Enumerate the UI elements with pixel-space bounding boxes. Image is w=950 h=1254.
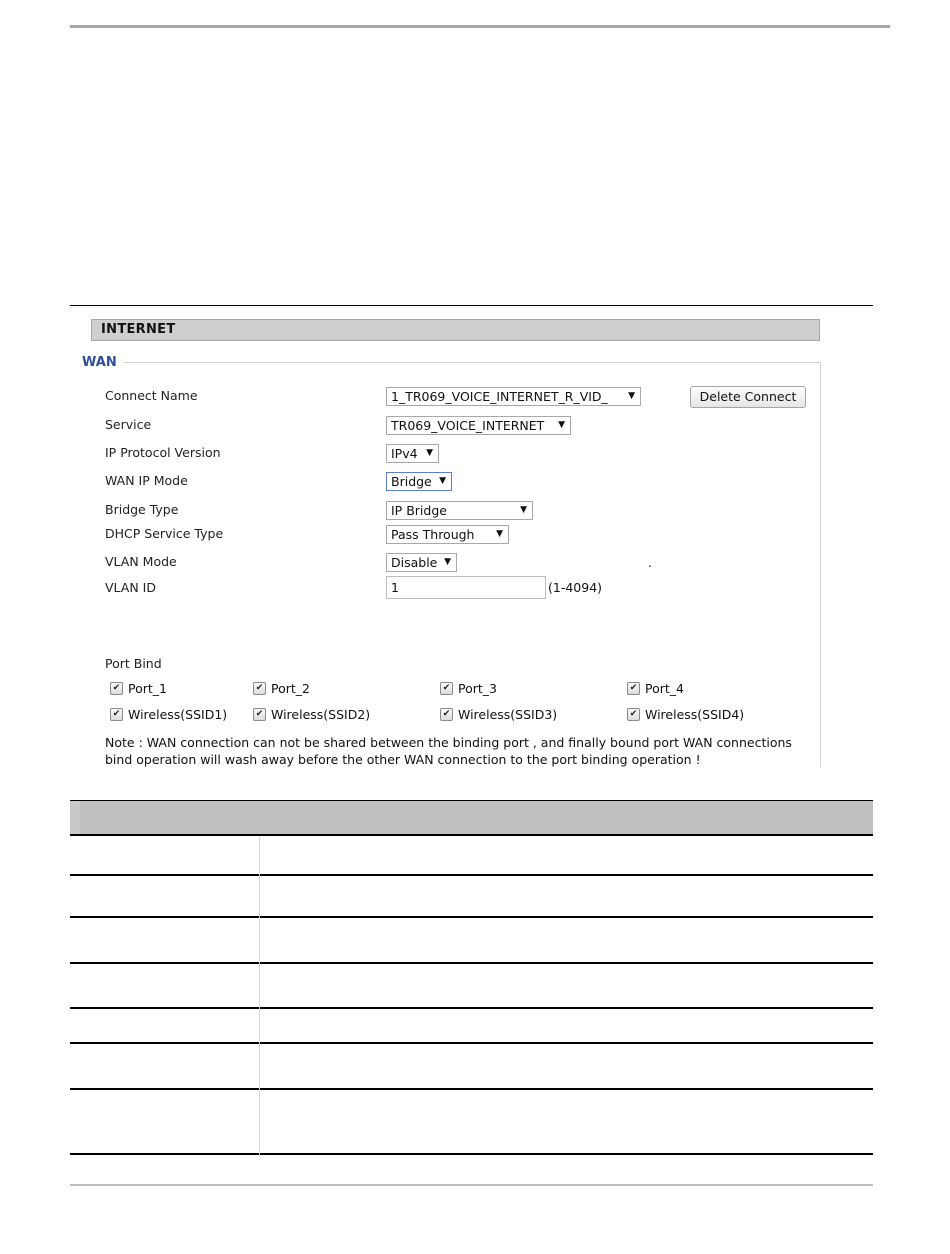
service-label: Service — [105, 417, 152, 432]
table-row-divider — [70, 1007, 873, 1009]
bridge-type-select[interactable] — [386, 501, 533, 520]
dhcp-service-select[interactable] — [386, 525, 509, 544]
ssid1-option[interactable] — [110, 707, 227, 723]
vlan-mode-select[interactable] — [386, 553, 457, 572]
ssid2-option[interactable] — [253, 707, 370, 723]
port-bind-label: Port Bind — [105, 656, 162, 671]
port-1-checkbox[interactable]: ✔ — [110, 682, 123, 695]
service-value: TR069_VOICE_INTERNET — [391, 418, 545, 433]
ssid2-checkbox[interactable]: ✔ — [253, 708, 266, 721]
ip-protocol-label: IP Protocol Version — [105, 445, 221, 460]
wan-ip-mode-value: Bridge — [391, 474, 432, 489]
table-column-divider — [259, 836, 260, 1156]
table-bottom-border — [70, 1153, 873, 1155]
dhcp-service-label: DHCP Service Type — [105, 526, 224, 541]
port-1-label: Port_1 — [128, 681, 167, 696]
vlan-id-input[interactable]: 1 — [386, 576, 546, 599]
ssid3-checkbox[interactable]: ✔ — [440, 708, 453, 721]
chevron-down-icon: ▼ — [426, 448, 433, 458]
port-3-checkbox[interactable]: ✔ — [440, 682, 453, 695]
connect-name-label: Connect Name — [105, 388, 198, 403]
table-row-divider — [70, 916, 873, 918]
binding-note: Note : WAN connection can not be shared between the binding port , and finally bound port WAN connections bind operation will wash away before the other WAN connection to the port binding operation ! — [105, 735, 792, 767]
port-4-option[interactable] — [627, 681, 684, 697]
connect-name-value: 1_TR069_VOICE_INTERNET_R_VID_ — [391, 389, 608, 404]
section-rule — [70, 305, 873, 306]
table-row-divider — [70, 1042, 873, 1044]
vlan-mode-value: Disable — [391, 555, 438, 570]
chevron-down-icon: ▼ — [558, 420, 565, 430]
table-header-left-cell — [70, 801, 80, 834]
page-bottom-rule — [70, 1184, 873, 1186]
port-2-checkbox[interactable]: ✔ — [253, 682, 266, 695]
internet-header-bar — [91, 319, 820, 341]
stray-dot: . — [648, 556, 652, 570]
ssid3-label: Wireless(SSID3) — [458, 707, 558, 722]
ssid2-label: Wireless(SSID2) — [271, 707, 371, 722]
port-2-option[interactable] — [253, 681, 310, 697]
bridge-type-label: Bridge Type — [105, 502, 179, 517]
table-row-divider — [70, 962, 873, 964]
port-4-label: Port_4 — [645, 681, 684, 696]
table-header — [70, 800, 873, 836]
port-3-option[interactable] — [440, 681, 497, 697]
page-top-rule — [70, 25, 890, 28]
chevron-down-icon: ▼ — [496, 529, 503, 539]
ssid1-label: Wireless(SSID1) — [128, 707, 228, 722]
bridge-type-value: IP Bridge — [391, 503, 447, 518]
ip-protocol-select[interactable] — [386, 444, 439, 463]
vlan-id-range-hint: (1-4094) — [548, 580, 603, 595]
ssid3-option[interactable] — [440, 707, 557, 723]
delete-connect-button[interactable]: Delete Connect — [690, 386, 806, 408]
port-4-checkbox[interactable]: ✔ — [627, 682, 640, 695]
port-3-label: Port_3 — [458, 681, 497, 696]
chevron-down-icon: ▼ — [520, 505, 527, 515]
service-select[interactable] — [386, 416, 571, 435]
port-1-option[interactable] — [110, 681, 167, 697]
chevron-down-icon: ▼ — [439, 476, 446, 486]
connect-name-select[interactable] — [386, 387, 641, 406]
chevron-down-icon: ▼ — [628, 391, 635, 401]
port-2-label: Port_2 — [271, 681, 310, 696]
ssid4-label: Wireless(SSID4) — [645, 707, 745, 722]
wan-ip-mode-select[interactable] — [386, 472, 452, 491]
ssid4-checkbox[interactable]: ✔ — [627, 708, 640, 721]
vlan-mode-label: VLAN Mode — [105, 554, 177, 569]
table-row-divider — [70, 1088, 873, 1090]
vlan-id-label: VLAN ID — [105, 580, 156, 595]
ip-protocol-value: IPv4 — [391, 446, 418, 461]
internet-title: INTERNET — [101, 322, 176, 337]
ssid1-checkbox[interactable]: ✔ — [110, 708, 123, 721]
table-row-divider — [70, 874, 873, 876]
wan-legend: WAN — [80, 355, 123, 370]
dhcp-service-value: Pass Through — [391, 527, 475, 542]
wan-ip-mode-label: WAN IP Mode — [105, 473, 188, 488]
chevron-down-icon: ▼ — [444, 557, 451, 567]
ssid4-option[interactable] — [627, 707, 744, 723]
